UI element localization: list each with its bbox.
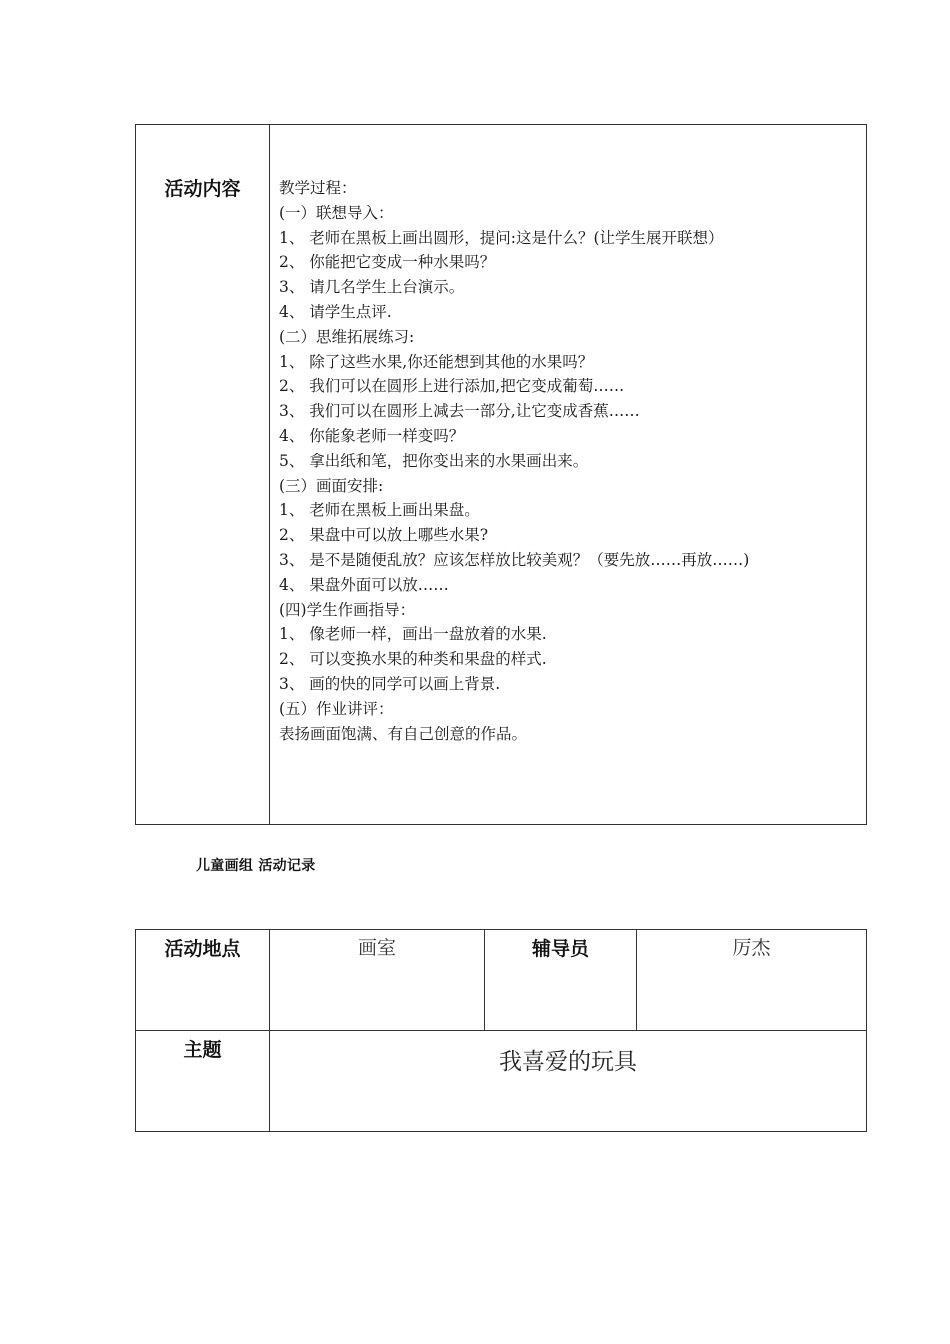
content-line: 2、 我们可以在圆形上进行添加,把它变成葡萄…… [279,377,625,396]
tutor-value-cell [637,930,867,1031]
content-line: 5、 拿出纸和笔，把你变出来的水果画出来。 [279,451,589,470]
activity-content-table [135,124,867,825]
content-line: 3、 是不是随便乱放？应该怎样放比较美观？（要先放……再放……) [279,550,750,569]
content-line: 1、 老师在黑板上画出果盘。 [279,501,480,520]
activity-record-table [135,929,867,1132]
content-label: 活动内容 [164,178,241,200]
content-line: 4、 你能象老师一样变吗？ [279,426,465,445]
tutor-value: 厉杰 [732,937,771,959]
content-line: 3、 画的快的同学可以画上背景. [279,674,501,693]
content-line: (三）画面安排: [279,476,384,495]
location-value: 画室 [357,937,396,959]
content-line: 1、 老师在黑板上画出圆形，提问:这是什么？(让学生展开联想） [279,228,724,247]
content-line: 1、 除了这些水果,你还能想到其他的水果吗？ [279,352,594,371]
tutor-label: 辅导员 [531,938,589,960]
content-line: 1、 像老师一样，画出一盘放着的水果. [279,625,547,644]
content-line: 3、 我们可以在圆形上减去一部分,让它变成香蕉…… [279,402,640,421]
content-line: (五）作业讲评： [279,699,394,718]
location-label: 活动地点 [164,938,241,960]
tutor-label-cell [485,930,637,1031]
content-line: 2、 可以变换水果的种类和果盘的样式. [279,650,547,669]
content-line: 表扬画面饱满、有自己创意的作品。 [279,724,528,743]
content-line: 4、 请学生点评. [279,302,392,321]
theme-label-cell [136,1031,270,1132]
location-value-cell [270,930,485,1031]
content-line: 3、 请几名学生上台演示。 [279,278,465,297]
content-line: 2、 果盘中可以放上哪些水果? [279,526,489,545]
content-line: (二）思维拓展练习: [279,327,415,346]
theme-value: 我喜爱的玩具 [499,1049,637,1075]
content-line: (四)学生作画指导： [279,600,416,619]
content-line: 4、 果盘外面可以放…… [279,575,449,594]
content-line: 教学过程： [279,179,357,197]
content-line: 2、 你能把它变成一种水果吗？ [279,253,496,272]
content-line: (一）联想导入： [279,203,394,222]
theme-value-cell [270,1031,867,1132]
theme-label: 主题 [183,1039,222,1061]
content-body-cell [270,125,867,825]
content-label-cell [136,125,270,825]
record-caption: 儿童画组 活动记录 [196,858,316,874]
location-label-cell [136,930,270,1031]
